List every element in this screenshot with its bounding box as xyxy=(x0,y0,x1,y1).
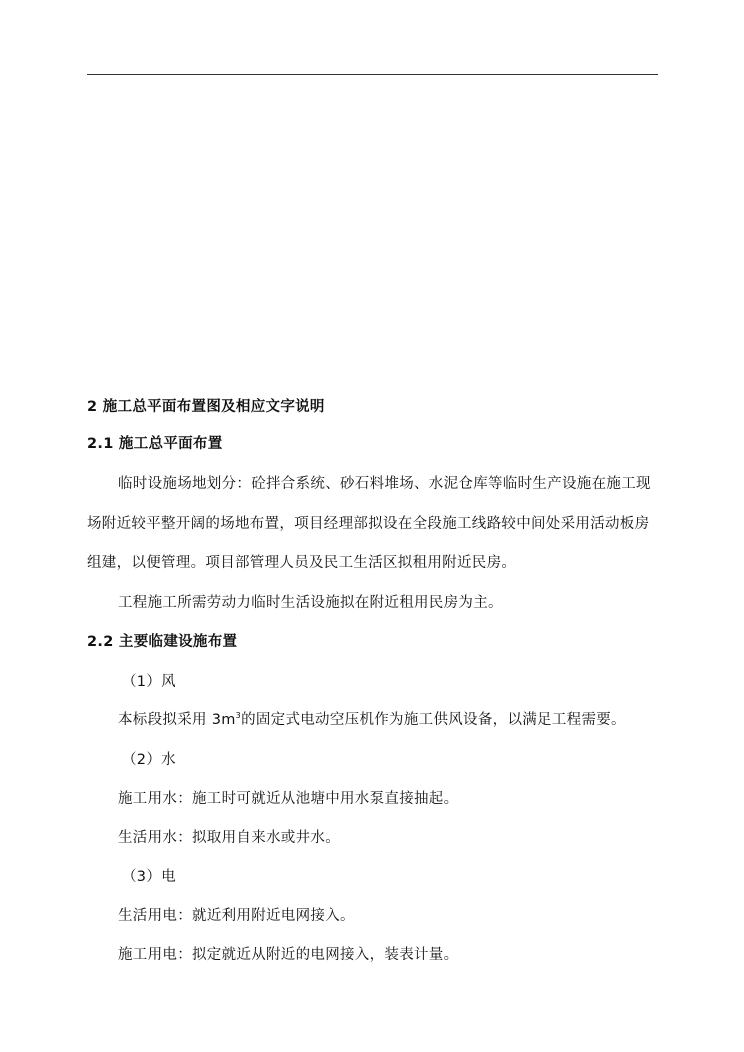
power-label: （3）电 xyxy=(122,869,176,885)
water-label: （2）水 xyxy=(122,752,176,768)
wind-text xyxy=(118,710,626,730)
paragraph-line: 工程施工所需劳动力临时生活设施拟在附近租用民房为主。 xyxy=(118,595,503,611)
power-living: 生活用电：就近利用附近电网接入。 xyxy=(118,908,355,924)
water-construction: 施工用水：施工时可就近从池塘中用水泵直接抽起。 xyxy=(118,791,459,807)
wind-text-after: 的固定式电动空压机作为施工供风设备，以满足工程需要。 xyxy=(241,712,626,728)
paragraph-line: 场附近较平整开阔的场地布置，项目经理部拟设在全段施工线路较中间处采用活动板房 xyxy=(87,516,650,532)
section-2-heading: 2 施工总平面布置图及相应文字说明 xyxy=(87,399,325,415)
paragraph-line: 组建，以便管理。项目部管理人员及民工生活区拟租用附近民房。 xyxy=(87,555,517,571)
wind-text-superscript: 3 xyxy=(235,711,242,721)
water-living: 生活用水：拟取用自来水或井水。 xyxy=(118,830,340,846)
wind-text-before: 本标段拟采用 3m xyxy=(118,712,236,728)
header-rule xyxy=(87,74,658,75)
section-2-2-heading: 2.2 主要临建设施布置 xyxy=(87,634,238,650)
wind-label: （1）风 xyxy=(122,674,176,690)
paragraph-line: 临时设施场地划分：砼拌合系统、砂石料堆场、水泥仓库等临时生产设施在施工现 xyxy=(118,476,651,492)
section-2-1-heading: 2.1 施工总平面布置 xyxy=(87,436,223,452)
power-construction: 施工用电：拟定就近从附近的电网接入，装表计量。 xyxy=(118,947,459,963)
